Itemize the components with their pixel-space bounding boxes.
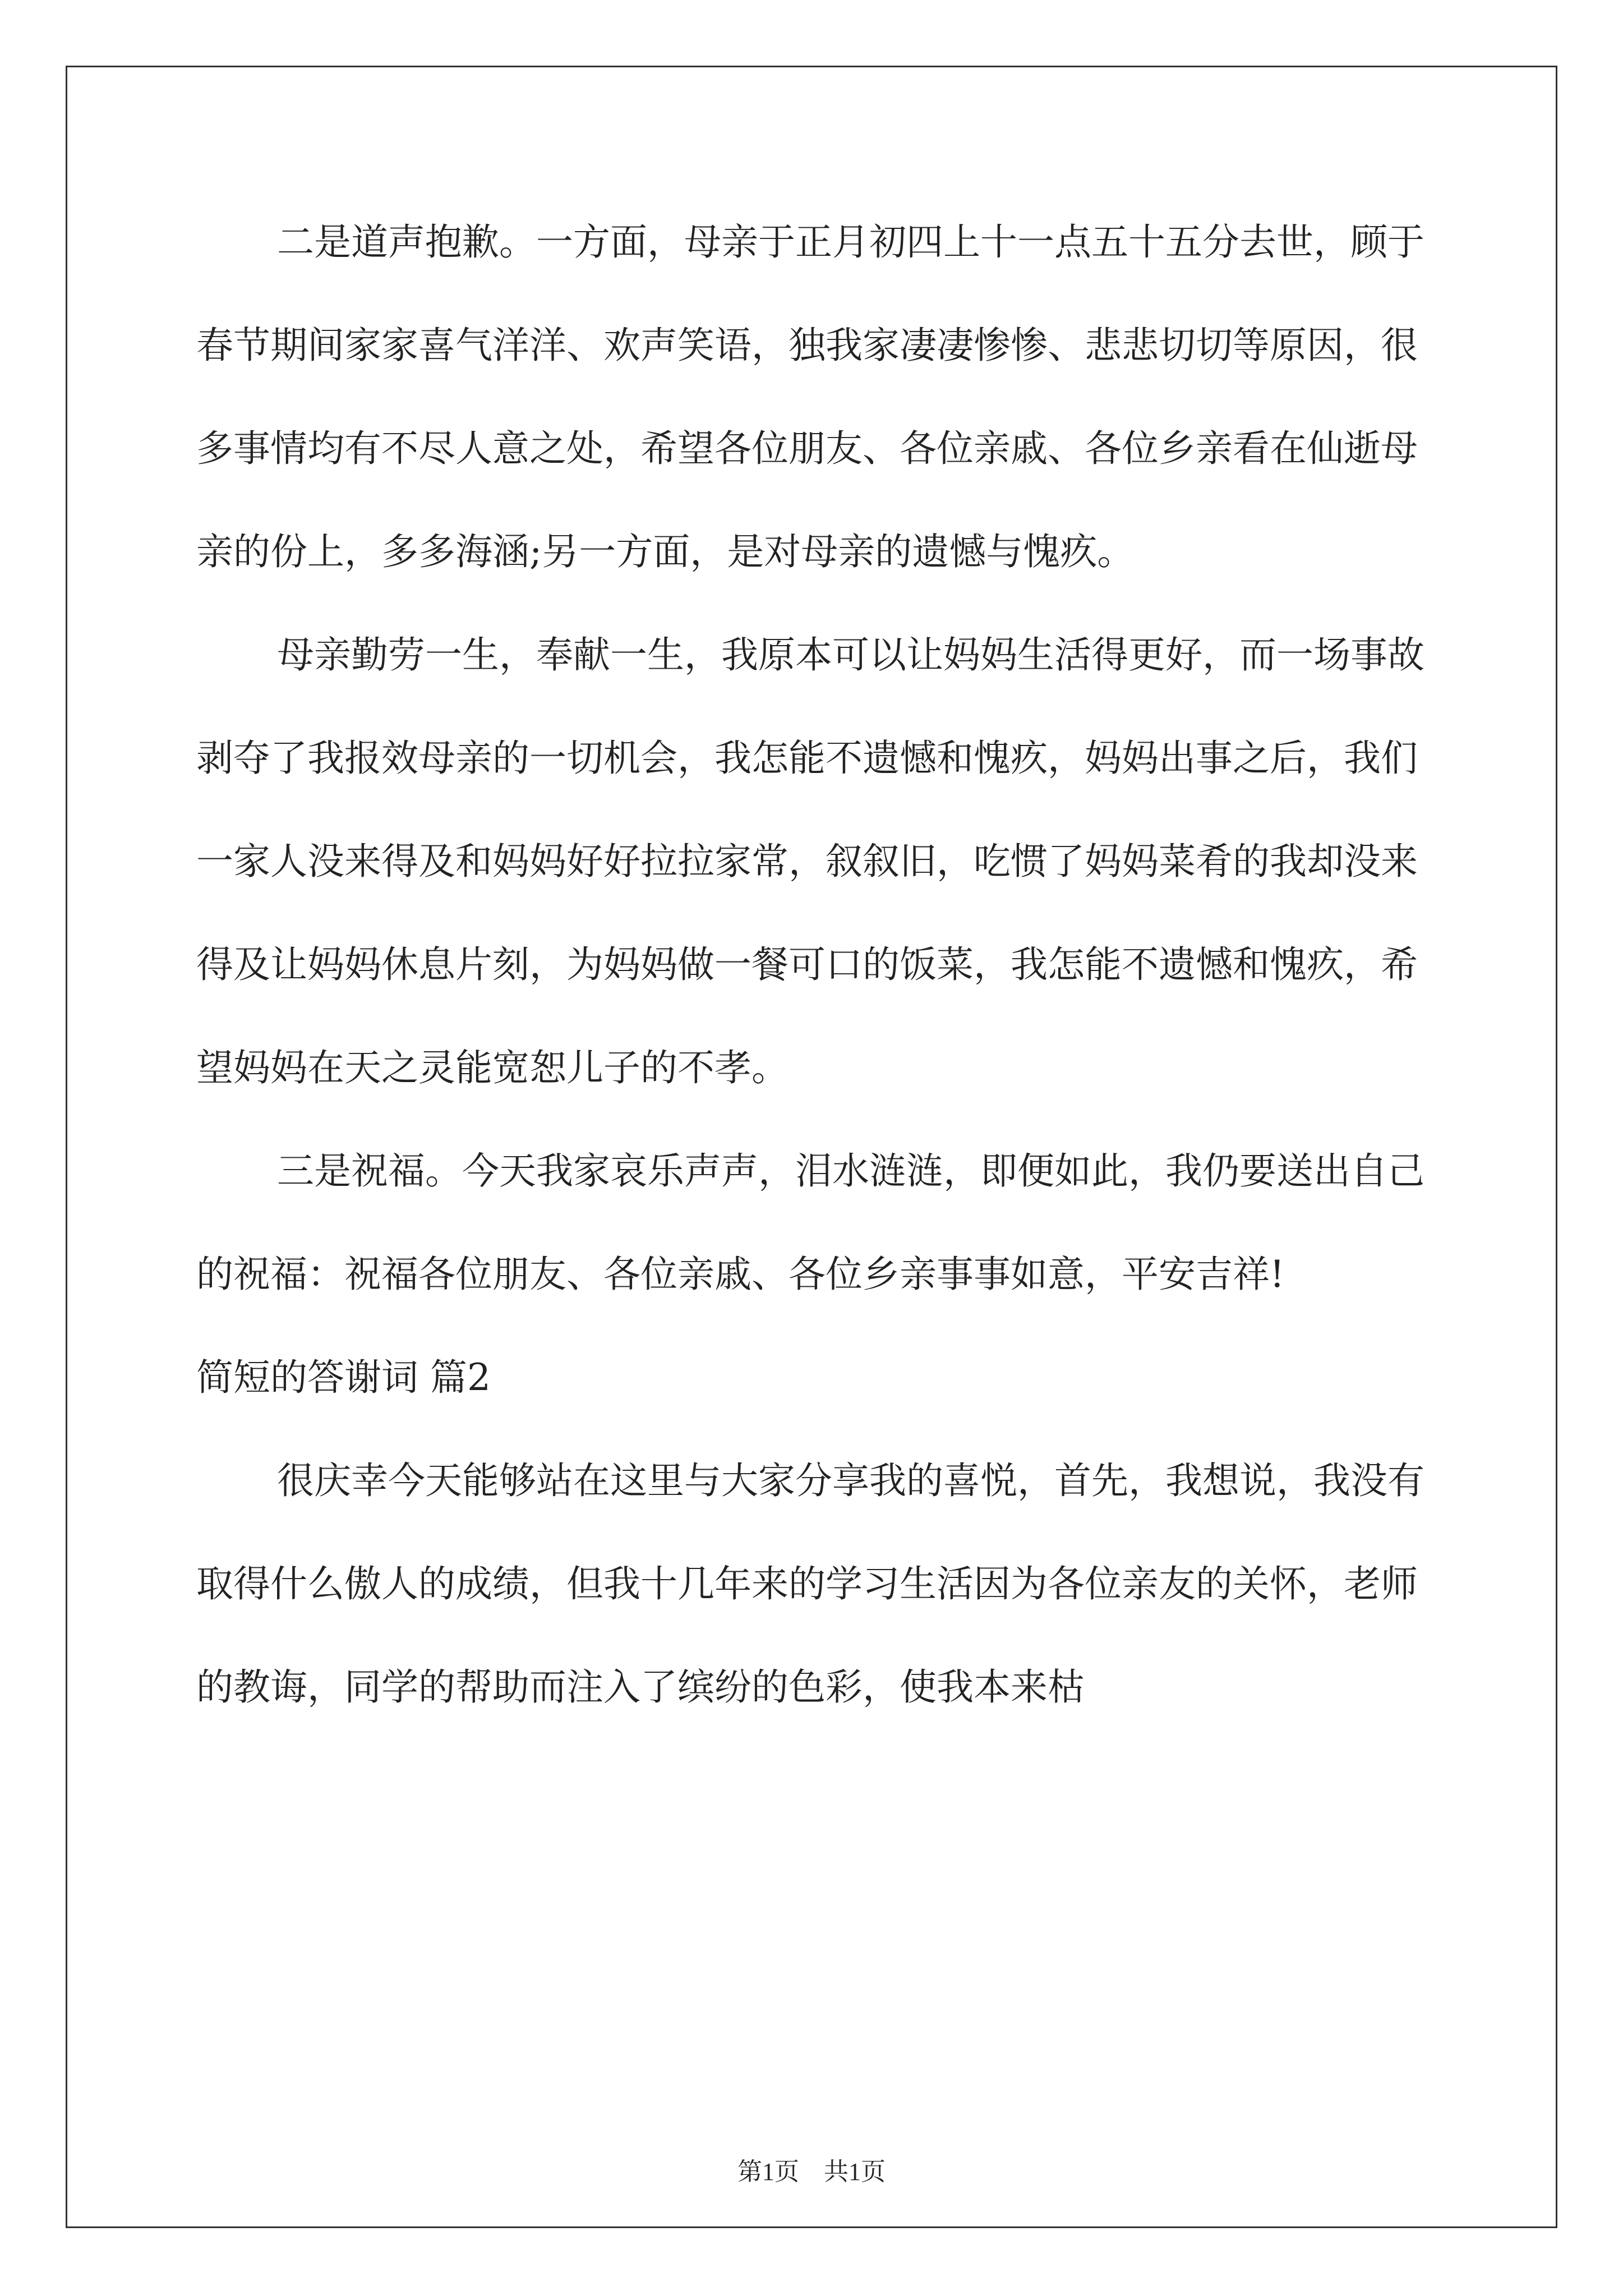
paragraph-blessing: 三是祝福。今天我家哀乐声声，泪水涟涟，即便如此，我仍要送出自己的祝福：祝福各位朋友、各位亲戚、各位乡亲事事如意，平安吉祥! — [196, 1149, 1424, 1296]
document-body — [196, 191, 1430, 1739]
paragraph-apology: 二是道声抱歉。一方面，母亲于正月初四上十一点五十五分去世，顾于春节期间家家喜气洋洋、欢声笑语，独我家凄凄惨惨、悲悲切切等原因，很多事情均有不尽人意之处，希望各位朋友、各位亲戚、各位乡亲看在仙逝母亲的份上，多多海涵;另一方面，是对母亲的遗憾与愧疚。 — [196, 220, 1424, 573]
section-heading: 简短的答谢词 篇2 — [196, 1356, 491, 1399]
paragraph-speech: 很庆幸今天能够站在这里与大家分享我的喜悦，首先，我想说，我没有取得什么傲人的成绩，但我十几年来的学习生活因为各位亲友的关怀，老师的教诲，同学的帮助而注入了缤纷的色彩，使我本来枯 — [196, 1459, 1424, 1709]
page-footer: 第1页 共1页 — [737, 2158, 886, 2185]
paragraph-mother: 母亲勤劳一生，奉献一生，我原本可以让妈妈生活得更好，而一场事故剥夺了我报效母亲的一切机会，我怎能不遗憾和愧疚，妈妈出事之后，我们一家人没来得及和妈妈好好拉拉家常，叙叙旧，吃惯了妈妈菜肴的我却没来得及让妈妈休息片刻，为妈妈做一餐可口的饭菜，我怎能不遗憾和愧疚，希望妈妈在天之灵能宽恕儿子的不孝。 — [196, 633, 1424, 1089]
